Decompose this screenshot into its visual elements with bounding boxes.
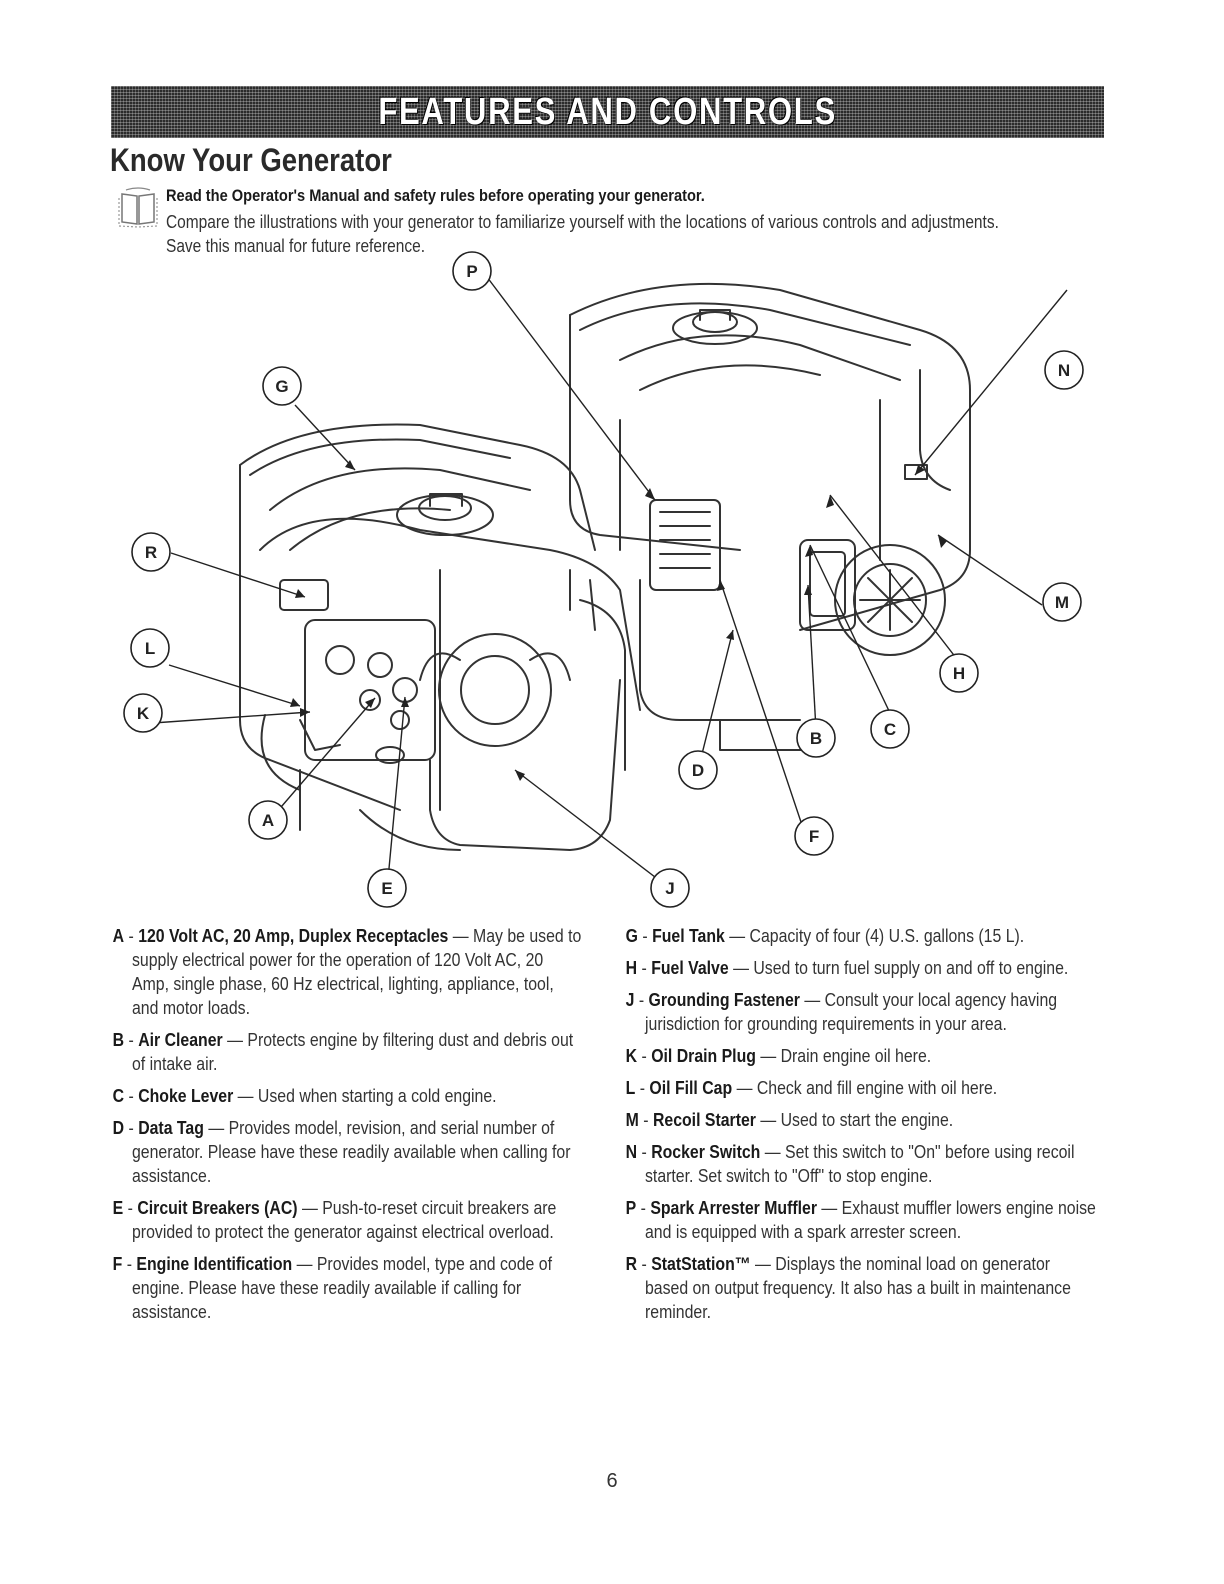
feature-item-d: D - Data Tag — Provides model, revision, and serial number of generator. Please have these readily available when calling for assistance. (112, 1118, 571, 1186)
feature-item-j: J - Grounding Fastener — Consult your local agency having jurisdiction for grounding requirements in your area. (625, 990, 1058, 1034)
intro-text: Compare the illustrations with your generator to familiarize yourself with the locations of various controls and adjustments. Save this manual for future reference. (166, 212, 999, 256)
callout-r (132, 533, 170, 571)
callout-label: N (1057, 361, 1071, 380)
callout-l (131, 629, 169, 667)
callout-k (124, 694, 162, 732)
callout-label: A (261, 811, 275, 830)
callout-a (249, 801, 287, 839)
features-left-column (110, 924, 590, 1332)
callout-label: E (381, 879, 393, 898)
generator-diagram (100, 250, 1130, 910)
callout-g (263, 367, 301, 405)
callout-label: M (1054, 593, 1070, 612)
callout-d (679, 751, 717, 789)
callout-label: B (809, 729, 823, 748)
section-banner (111, 86, 1104, 138)
feature-item-n: N - Rocker Switch — Set this switch to "On" before using recoil starter. Set switch to "Off" to stop engine. (625, 1142, 1075, 1186)
callout-label: L (144, 639, 156, 658)
callout-label: G (275, 377, 289, 396)
feature-item-b: B - Air Cleaner — Protects engine by filtering dust and debris out of intake air. (112, 1030, 574, 1074)
callout-label: K (136, 704, 150, 723)
feature-item-m: M - Recoil Starter — Used to start the engine. (625, 1110, 954, 1130)
front-generator-illustration (240, 425, 640, 851)
callout-h (940, 654, 978, 692)
page-subtitle: Know Your Generator (110, 142, 392, 178)
callout-label: C (883, 720, 897, 739)
feature-item-h: H - Fuel Valve — Used to turn fuel supply on and off to engine. (625, 958, 1069, 978)
feature-item-g: G - Fuel Tank — Capacity of four (4) U.S. gallons (15 L). (625, 926, 1025, 946)
callout-e (368, 869, 406, 907)
callout-n (1045, 351, 1083, 389)
callout-p (453, 252, 491, 290)
rear-generator-illustration (570, 284, 970, 750)
intro-warning: Read the Operator's Manual and safety rules before operating your generator. (166, 186, 705, 205)
callout-label: R (144, 543, 158, 562)
callout-label: J (665, 879, 675, 898)
feature-item-e: E - Circuit Breakers (AC) — Push-to-reset circuit breakers are provided to protect the generator against electrical overload. (112, 1198, 557, 1242)
book-icon (118, 186, 158, 228)
callout-m (1043, 583, 1081, 621)
features-right-column (623, 924, 1103, 1332)
callout-f (795, 817, 833, 855)
feature-item-f: F - Engine Identification — Provides model, type and code of engine. Please have these readily available if calling for assistance. (112, 1254, 552, 1322)
feature-item-c: C - Choke Lever — Used when starting a cold engine. (112, 1086, 497, 1106)
callout-b (797, 719, 835, 757)
feature-item-p: P - Spark Arrester Muffler — Exhaust muffler lowers engine noise and is equipped with a spark arrester screen. (625, 1198, 1096, 1242)
callout-label: F (808, 827, 820, 846)
feature-item-a: A - 120 Volt AC, 20 Amp, Duplex Receptacles — May be used to supply electrical power for the operation of 120 Volt AC, 20 Amp, single phase, 60 Hz electrical, lighting, appliance, tool, and motor loads. (112, 926, 582, 1018)
page-number: 6 (606, 1470, 618, 1492)
callout-j (651, 869, 689, 907)
banner-title: FEATURES AND CONTROLS (378, 90, 837, 133)
callout-label: D (691, 761, 705, 780)
callout-label: H (952, 664, 966, 683)
feature-item-k: K - Oil Drain Plug — Drain engine oil here. (625, 1046, 932, 1066)
feature-item-l: L - Oil Fill Cap — Check and fill engine with oil here. (625, 1078, 998, 1098)
feature-item-r: R - StatStation™ — Displays the nominal load on generator based on output frequency. It also has a built in maintenance reminder. (625, 1254, 1071, 1322)
callout-c (871, 710, 909, 748)
callout-label: P (466, 262, 478, 281)
